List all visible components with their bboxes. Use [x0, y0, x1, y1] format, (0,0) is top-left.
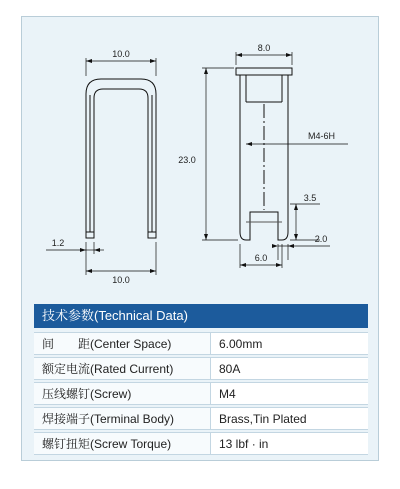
dim-bottom-left: 10.0 [112, 275, 130, 285]
dim-slot-height: 3.5 [303, 193, 317, 203]
jumper-outer-outline [86, 79, 156, 238]
row-value: M4 [211, 382, 368, 405]
row-value: 13 lbf · in [211, 432, 368, 455]
technical-data-header: 技术参数(Technical Data) [34, 304, 368, 328]
technical-data-table [34, 330, 368, 457]
table-row [34, 407, 368, 430]
table-row [34, 357, 368, 380]
row-value: Brass,Tin Plated [211, 407, 368, 430]
row-value: 80A [211, 357, 368, 380]
dim-slot-offset: 2.0 [314, 234, 328, 244]
row-label: 额定电流(Rated Current) [34, 357, 211, 380]
row-label: 间 距(Center Space) [34, 332, 211, 355]
dim-top-right: 8.0 [257, 43, 271, 53]
dim-top-left: 10.0 [112, 49, 130, 59]
row-label: 螺钉扭矩(Screw Torque) [34, 432, 211, 455]
table-row [34, 332, 368, 355]
row-label: 压线螺钉(Screw) [34, 382, 211, 405]
dim-bottom-width: 6.0 [254, 253, 268, 263]
row-value: 6.00mm [211, 332, 368, 355]
table-row [34, 432, 368, 455]
table-row [34, 382, 368, 405]
dim-height: 23.0 [178, 155, 196, 165]
dim-wire: 1.2 [51, 238, 65, 248]
row-label: 焊接端子(Terminal Body) [34, 407, 211, 430]
dim-thread: M4-6H [308, 131, 336, 141]
